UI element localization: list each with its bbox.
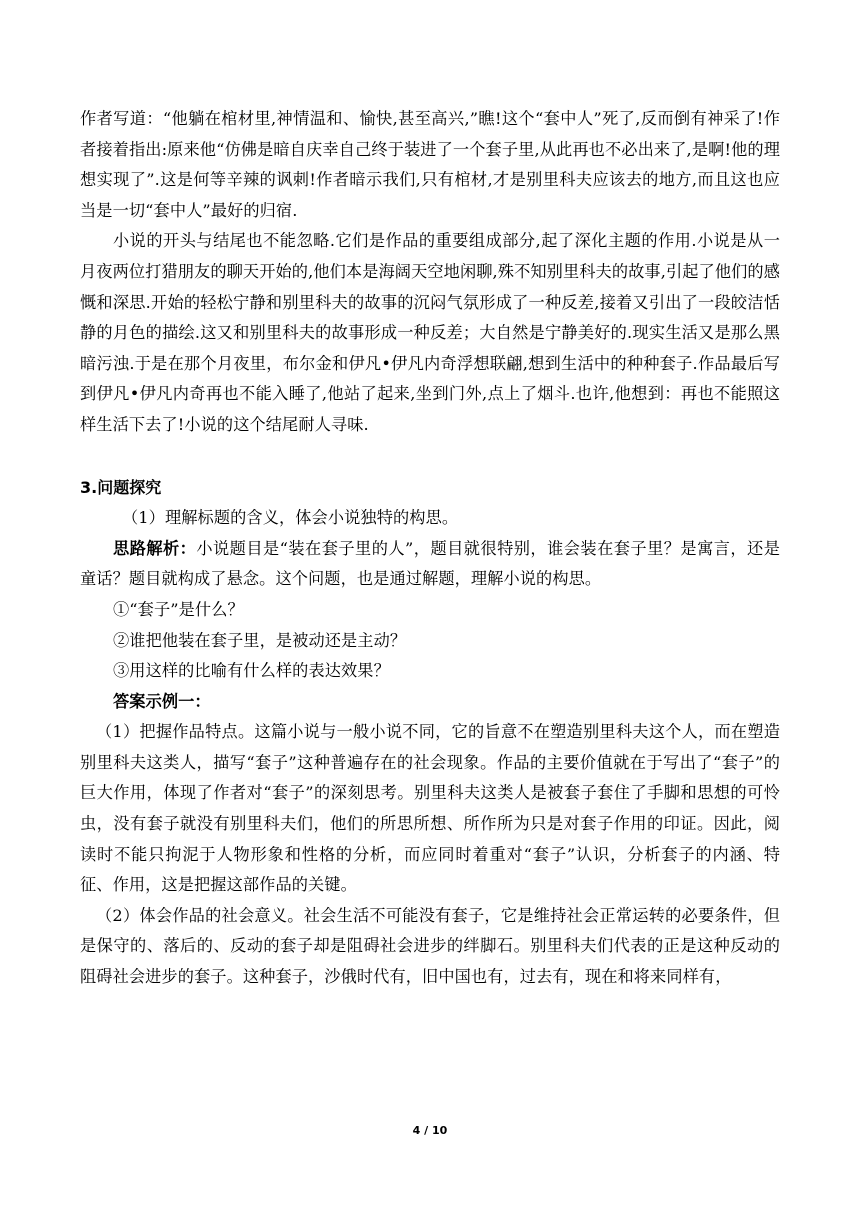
sub-question-1: ①“套子”是什么？ — [113, 599, 244, 619]
question-text: （1）理解标题的含义，体会小说独特的构思。 — [122, 508, 459, 528]
sub-question-2: ②谁把他装在套子里，是被动还是主动？ — [113, 630, 407, 650]
section-heading: 3.问题探究 — [80, 477, 162, 497]
answer-label: 答案示例一： — [113, 691, 211, 711]
answer-point-2: （2）体会作品的社会意义。社会生活不可能没有套子，它是维持社会正常运转的必要条件，但是保守的、落后的、反动的套子却是阻碍社会进步的绊脚石。别里科夫们代表的正是这种反动的阻碍社会进步的套子。这种套子，沙俄时代有，旧中国也有，过去有，现在和将来同样有， — [80, 905, 780, 987]
sub-question-3: ③用这样的比喻有什么样的表达效果？ — [113, 661, 390, 681]
paragraph-opening-ending: 小说的开头与结尾也不能忽略.它们是作品的重要组成部分,起了深化主题的作用.小说是从一月夜两位打猎朋友的聊天开始的,他们本是海阔天空地闲聊,殊不知别里科夫的故事,引起了他们的感慨和深思.开始的轻松宁静和别里科夫的故事的沉闷气氛形成了一种反差,接着又引出了一段皎洁恬静的月色的描绘.这又和别里科夫的故事形成一种反差；大自然是宁静美好的.现实生活又是那么黑暗污浊.于是在那个月夜里，布尔金和伊凡•伊凡内奇浮想联翩,想到生活中的种种套子.作品最后写到伊凡•伊凡内奇再也不能入睡了,他站了起来,坐到门外,点上了烟斗.也许,他想到：再也不能照这样生活下去了!小说的这个结尾耐人寻味. — [80, 231, 780, 434]
analysis-text: 小说题目是“装在套子里的人”，题目就很特别，谁会装在套子里？是寓言，还是童话？题目就构成了悬念。这个问题，也是通过解题，理解小说的构思。 — [80, 538, 781, 589]
page-number: 4 / 10 — [412, 1124, 448, 1137]
section-gap — [80, 441, 780, 473]
page-content — [80, 104, 780, 993]
answer-point-1: （1）把握作品特点。这篇小说与一般小说不同，它的旨意不在塑造别里科夫这个人，而在塑造别里科夫这类人，描写“套子”这种普遍存在的社会现象。作品的主要价值就在于写出了“套子”的巨大作用，体现了作者对“套子”的深刻思考。别里科夫这类人是被套子套住了手脚和思想的可怜虫，没有套子就没有别里科夫们，他们的所思所想、所作所为只是对套子作用的印证。因此，阅读时不能只拘泥于人物形象和性格的分析，而应同时着重对“套子”认识，分析套子的内涵、特征、作用，这是把握这部作品的关键。 — [80, 722, 780, 895]
analysis-paragraph — [80, 534, 780, 595]
paragraph-coffin-satire: 作者写道：“他躺在棺材里,神情温和、愉快,甚至高兴,”瞧!这个“套中人”死了,反而倒有神采了!作者接着指出:原来他“仿佛是暗自庆幸自己终于装进了一个套子里,从此再也不必出来了,是啊!他的理想实现了”.这是何等辛辣的讽刺!作者暗示我们,只有棺材,才是别里科夫应该去的地方,而且这也应当是一切“套中人”最好的归宿. — [80, 109, 780, 220]
analysis-label: 思路解析： — [113, 538, 197, 558]
